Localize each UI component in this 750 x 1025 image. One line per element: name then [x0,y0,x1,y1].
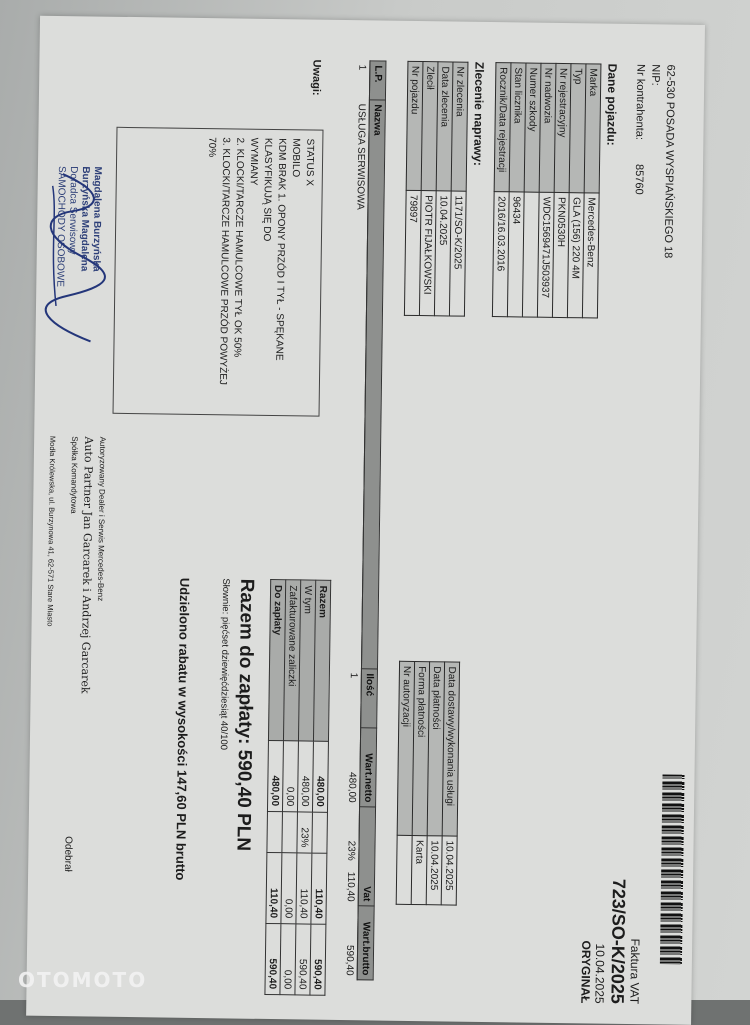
totals-row: Zafakturowane zaliczki 0,00 0,00 0,00 [280,580,301,995]
dealer-line: Autoryzowany Dealer i Serwis Mercedes-Benz [95,436,108,602]
vehicle-title: Dane pojazdu: [604,63,620,146]
vehicle-table [492,62,602,318]
invoice-page [26,16,705,1025]
dealer-line: Spółka Komandytowa [69,436,80,514]
vehicle-row: Nr nadwozia WDC1569471J503937 [537,63,556,317]
totals-table [264,579,331,996]
notes-label: Uwagi: [309,59,323,96]
vehicle-row: Rocznik/Data rejestracji 2016/16.03.2016 [492,63,511,317]
order-row: Zlecił PIOTR FIJAŁKOWSKI [419,62,438,316]
vehicle-row: Marka Mercedes-Benz [582,64,601,318]
note-line: 3. KLOCKI/TARCZE HAMULCOWE PRZÓD POWYŻEJ 70% [206,137,232,385]
totals-row: W tym 480,00 23% 110,40 590,40 [295,580,316,995]
totals-row: Do zapłaty 480,00 110,40 590,40 [265,579,286,994]
delivery-row: Data dostawy/wykonania usługi 10.04.2025 [441,662,459,905]
seller-address: 62-530 POSADA WYSPIAŃSKIEGO 18 [661,64,677,259]
invoice-copy: ORYGINAŁ [578,940,594,1004]
order-table [404,61,469,317]
watermark-logo: OTOMOTO [18,968,148,992]
dealer-line: Modła Królewska, ul. Burzynowa 41, 62-571 Stare Miasto [45,435,58,627]
invoice-sheet [26,16,705,1025]
signature [35,166,113,347]
delivery-row: Forma płatności Karta [411,662,429,905]
received-label: Odebrał [62,836,74,872]
stamp-line: Doradca Serwisowy [66,166,79,255]
order-row: Nr zlecenia 1171/SO-K/2025 [449,62,468,316]
invoice-header [578,803,644,1004]
dealer-info [41,436,109,737]
stamp-line: Magdalena Burzyńska [90,166,103,272]
contractor-label: Nr kontrahenta: [633,64,647,141]
stamp-line: SAMOCHODY OSOBOWE [54,165,67,288]
notes-box [113,127,324,417]
order-row: Data zlecenia 10.04.2025 [434,62,453,316]
dealer-line: Auto Partner Jan Garcarek i Andrzej Garcarek [78,436,96,694]
note-line: MOBILO [289,138,302,178]
vehicle-row: Numer szkody [522,63,541,317]
delivery-row: Data płatności 10.04.2025 [426,662,444,905]
vehicle-row: Nr rejestracyjny PKN0530H [552,63,571,317]
note-line: WYMIANY [247,137,260,186]
note-line: KDM BRAK 1. OPONY PRZÓD I TYŁ - SPĘKANE KLASYFIKUJĄ SIĘ DO [260,137,288,361]
barcode [660,774,685,964]
items-table [342,60,387,980]
order-title: Zlecenie naprawy: [471,61,487,166]
delivery-row: Nr autoryzacji [396,661,414,904]
vehicle-row: Stan licznika 96434 [507,63,526,317]
items-header: L.P. Nazwa Ilość Wart.netto Vat Wart.brutto [357,61,386,980]
note-line: 2. KLOCKI/TARCZE HAMULCOWE TYŁ OK 50% [231,137,246,358]
table-row: 1 USŁUGA SERWISOWA 1 480,00 23% 110,40 590,40 [343,64,368,976]
order-row: Nr pojazdu 79897 [404,61,423,315]
note-line: STATUS X [303,138,316,186]
invoice-type: Faktura VAT [627,938,643,1005]
delivery-table [396,661,460,906]
stamp-line: Burzyńska Magdalena [78,166,91,272]
discount-note: Udzielono rabatu w wysokości 147,60 PLN brutto [173,577,193,881]
amount-due: Razem do zapłaty: 590,40 PLN [232,578,258,852]
notes-text [195,129,323,416]
invoice-number: 723/SO-K/2025 [607,878,630,1005]
vehicle-row: Typ GLA (156) 220 4M [567,64,586,318]
amount-in-words: Słownie: pięćset dziewięćdziesiąt 40/100 [217,578,232,751]
invoice-date: 10.04.2025 [592,943,608,1004]
nip-label: NIP: [649,64,662,86]
contractor-number: 85760 [632,164,646,195]
totals-row: Razem 480,00 110,40 590,40 [310,580,331,995]
